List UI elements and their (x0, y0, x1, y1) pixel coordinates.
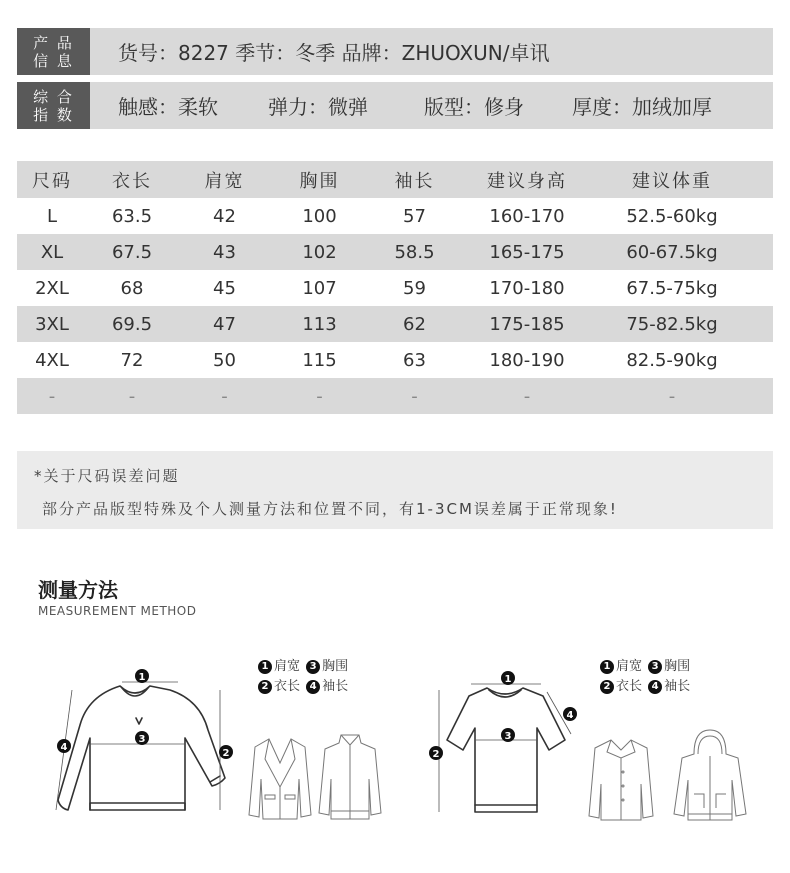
product-info-tag-line1: 产 品 (33, 33, 74, 52)
legend-1-icon: 1 (600, 660, 614, 674)
legend-sleeve: 袖长 (664, 679, 691, 694)
cell-chest: - (316, 385, 323, 407)
cell-height: 160-170 (489, 205, 565, 227)
table-row (17, 198, 773, 234)
product-info-tag (17, 28, 90, 75)
table-row (17, 378, 773, 414)
legend-2-icon: 2 (258, 680, 272, 694)
cell-chest: 100 (302, 205, 337, 227)
cell-height: 170-180 (489, 277, 565, 299)
cell-height: 165-175 (489, 241, 565, 263)
cell-weight: 67.5-75kg (626, 277, 718, 299)
cell-length: 63.5 (111, 205, 153, 227)
left-legend (258, 657, 348, 697)
legend-length: 衣长 (274, 679, 301, 694)
marker-4-label: 4 (566, 710, 574, 721)
cell-weight: 52.5-60kg (626, 205, 718, 227)
marker-2-label: 2 (222, 748, 230, 759)
tshirt-diagram (425, 662, 585, 822)
cell-size: 3XL (35, 313, 69, 335)
cell-size: 2XL (35, 277, 69, 299)
cell-chest: 113 (302, 313, 337, 335)
note-title: *关于尺码误差问题 (34, 467, 180, 485)
table-row (17, 306, 773, 342)
cell-weight: 60-67.5kg (626, 241, 718, 263)
cell-sleeve: 59 (403, 277, 426, 299)
table-row (17, 234, 773, 270)
cell-length: 69.5 (111, 313, 153, 335)
legend-sleeve: 袖长 (322, 679, 349, 694)
cell-shoulder: 47 (213, 313, 236, 335)
cell-size: 4XL (35, 349, 69, 371)
header-length: 衣长 (112, 170, 152, 192)
table-row (17, 270, 773, 306)
cell-weight: 75-82.5kg (626, 313, 718, 335)
legend-1-icon: 1 (258, 660, 272, 674)
cell-shoulder: 50 (213, 349, 236, 371)
size-error-note (17, 451, 773, 529)
legend-shoulder: 肩宽 (616, 659, 643, 674)
legend-3-icon: 3 (306, 660, 320, 674)
cell-sleeve: - (411, 385, 418, 407)
general-info-tag-line2: 指 数 (33, 105, 74, 124)
product-info-tag-line2: 信 息 (33, 51, 74, 70)
cell-size: L (46, 205, 58, 227)
general-info-tag (17, 82, 90, 129)
shirt-icon (585, 738, 657, 822)
legend-4-icon: 4 (648, 680, 662, 694)
marker-4-label: 4 (60, 742, 68, 753)
cell-height: 180-190 (489, 349, 565, 371)
legend-3-icon: 3 (648, 660, 662, 674)
cell-chest: 107 (302, 277, 337, 299)
cell-sleeve: 62 (403, 313, 426, 335)
cell-shoulder: 43 (213, 241, 236, 263)
marker-1-label: 1 (138, 672, 146, 683)
zip-jacket-icon (315, 733, 385, 820)
note-body: 部分产品版型特殊及个人测量方法和位置不同，有1-3CM误差属于正常现象! (42, 500, 618, 518)
cell-chest: 115 (302, 349, 337, 371)
cell-shoulder: 42 (213, 205, 236, 227)
size-table (17, 161, 773, 414)
measurement-title: 测量方法 (38, 578, 118, 602)
marker-1-label: 1 (504, 674, 512, 685)
cell-sleeve: 58.5 (394, 241, 435, 263)
product-info-text: 货号：8227 季节：冬季 品牌：ZHUOXUN/卓讯 (118, 41, 550, 65)
cell-shoulder: - (221, 385, 228, 407)
sweater-diagram (50, 660, 240, 830)
header-sleeve: 袖长 (394, 170, 435, 192)
cell-weight: 82.5-90kg (626, 349, 718, 371)
legend-chest: 胸围 (664, 659, 691, 674)
general-info-row (17, 82, 773, 129)
right-legend (600, 657, 690, 697)
size-table-header (17, 161, 773, 198)
cell-size: - (48, 385, 56, 407)
cell-sleeve: 57 (403, 205, 426, 227)
blazer-icon (245, 735, 315, 820)
header-chest: 胸围 (299, 170, 340, 192)
marker-3-label: 3 (504, 731, 512, 742)
table-row (17, 342, 773, 378)
cell-chest: 102 (302, 241, 337, 263)
general-info-tag-line1: 综 合 (33, 87, 74, 106)
cell-height: - (523, 385, 531, 407)
legend-length: 衣长 (616, 679, 643, 694)
cell-sleeve: 63 (403, 349, 426, 371)
product-info-row (17, 28, 773, 75)
thickness-value: 厚度：加绒加厚 (572, 95, 712, 119)
cell-length: 68 (120, 277, 144, 299)
header-weight: 建议体重 (632, 170, 712, 192)
elasticity-value: 弹力：微弹 (268, 95, 368, 119)
cell-size: XL (40, 241, 64, 263)
legend-chest: 胸围 (322, 659, 349, 674)
feel-value: 触感：柔软 (118, 95, 218, 119)
cell-weight: - (668, 385, 676, 407)
marker-3-label: 3 (138, 734, 146, 745)
marker-2-label: 2 (432, 749, 440, 760)
hoodie-icon (670, 728, 750, 822)
header-shoulder: 肩宽 (204, 170, 245, 192)
cell-length: 72 (120, 349, 144, 371)
measurement-subtitle: MEASUREMENT METHOD (38, 604, 197, 618)
cell-length: 67.5 (111, 241, 153, 263)
header-size: 尺码 (32, 170, 72, 192)
legend-4-icon: 4 (306, 680, 320, 694)
legend-2-icon: 2 (600, 680, 614, 694)
cell-shoulder: 45 (213, 277, 236, 299)
cell-height: 175-185 (489, 313, 565, 335)
header-height: 建议身高 (487, 170, 567, 192)
legend-shoulder: 肩宽 (274, 659, 301, 674)
fit-value: 版型：修身 (424, 95, 524, 119)
cell-length: - (128, 385, 136, 407)
